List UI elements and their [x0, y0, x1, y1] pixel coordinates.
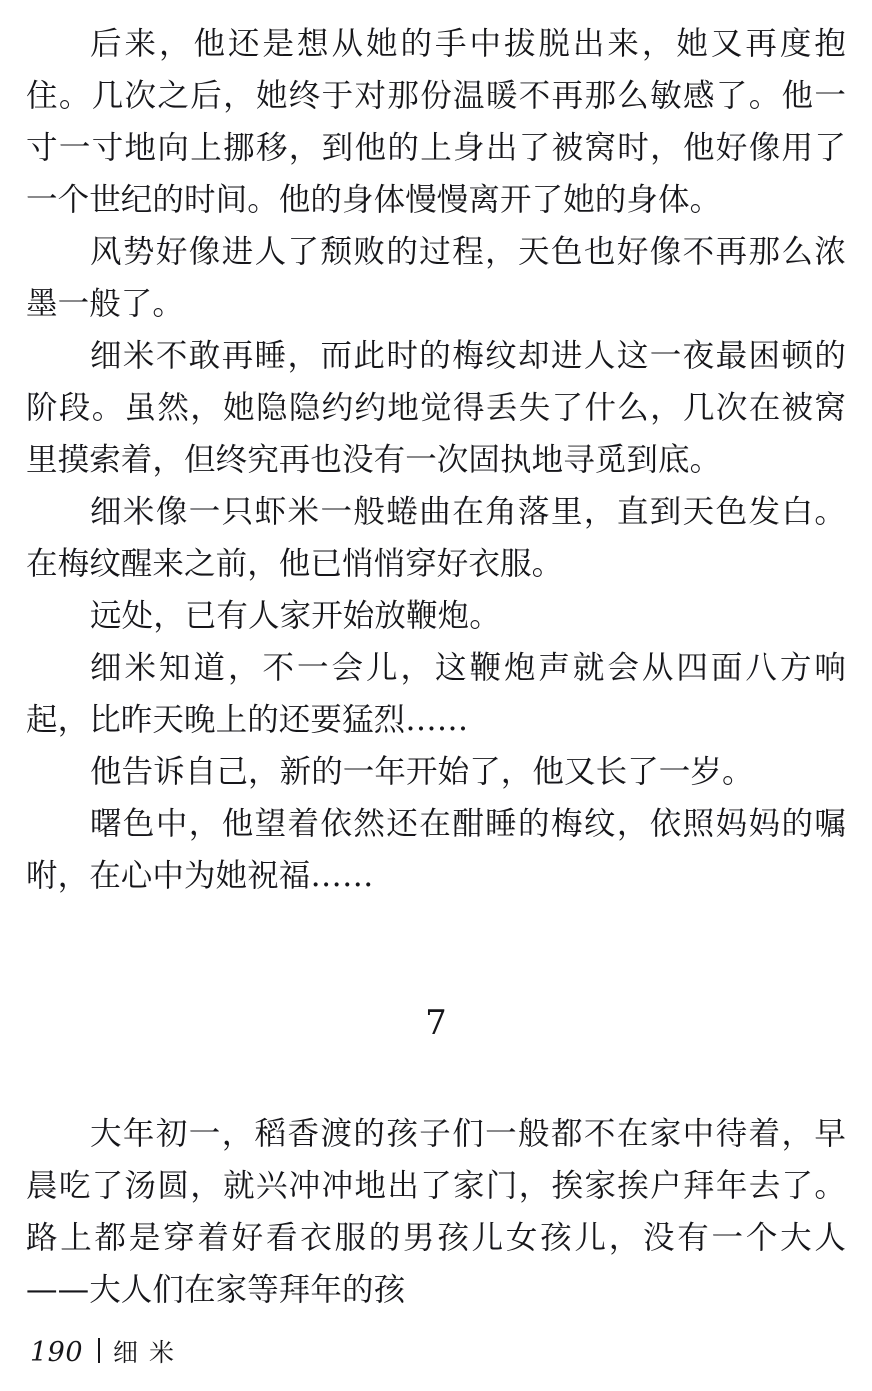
paragraph: 细米像一只虾米一般蜷曲在角落里，直到天色发白。在梅纹醒来之前，他已悄悄穿好衣服。 — [26, 494, 846, 582]
footer-separator-icon — [98, 1338, 100, 1363]
paragraph: 细米知道，不一会儿，这鞭炮声就会从四面八方响起，比昨天晚上的还要猛烈…… — [26, 650, 846, 738]
paragraph: 他告诉自己，新的一年开始了，他又长了一岁。 — [90, 754, 754, 790]
section-number: 7 — [425, 1003, 447, 1043]
body-text-block-after-divider — [26, 1108, 846, 1316]
paragraph: 远处，已有人家开始放鞭炮。 — [90, 598, 501, 634]
paragraph: 曙色中，他望着依然还在酣睡的梅纹，依照妈妈的嘱咐，在心中为她祝福…… — [26, 806, 846, 894]
paragraph: 细米不敢再睡，而此时的梅纹却进人这一夜最困顿的阶段。虽然，她隐隐约约地觉得丢失了什么，几次在被窝里摸索着，但终究再也没有一次固执地寻觅到底。 — [26, 338, 846, 478]
section-divider — [0, 1003, 872, 1043]
paragraph: 风势好像进人了颓败的过程，天色也好像不再那么浓墨一般了。 — [26, 234, 846, 322]
footer-page-number: 190 — [30, 1337, 84, 1368]
paragraph: 大年初一，稻香渡的孩子们一般都不在家中待着，早晨吃了汤圆，就兴冲冲地出了家门，挨家挨户拜年去了。路上都是穿着好看衣服的男孩儿女孩儿，没有一个大人——大人们在家等拜年的孩 — [26, 1116, 846, 1308]
body-text-block — [26, 18, 846, 902]
footer-book-title: 细米 — [113, 1338, 186, 1367]
paragraph: 后来，他还是想从她的手中拔脱出来，她又再度抱住。几次之后，她终于对那份温暖不再那么敏感了。他一寸一寸地向上挪移，到他的上身出了被窝时，他好像用了一个世纪的时间。他的身体慢慢离开了她的身体。 — [26, 26, 846, 218]
page-footer — [30, 1336, 185, 1369]
